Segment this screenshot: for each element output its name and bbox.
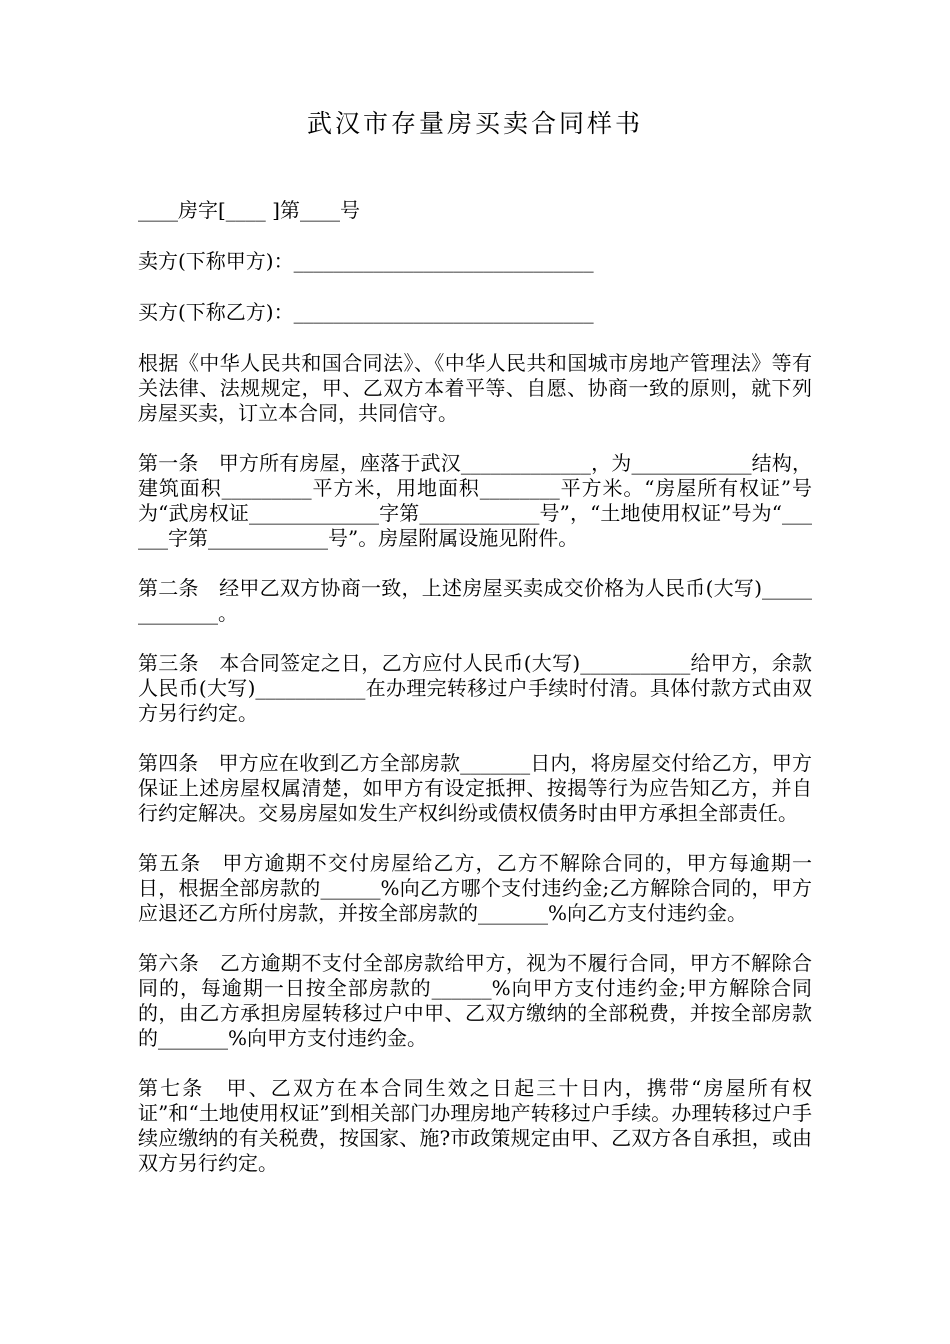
document-number-line: ____房字[____ ]第____号 [138,198,360,222]
buyer-line: 买方(下称乙方)：______________________________ [138,300,594,324]
article-7: 第七条 甲、乙双方在本合同生效之日起三十日内，携带“房屋所有权证”和“土地使用权证”到相关部门办理房地产转移过户手续。办理转移过户手续应缴纳的有关税费，按国家、施?市政策规定由甲、乙双方各自承担，或由双方另行约定。 [138,1076,812,1175]
article-5: 第五条 甲方逾期不交付房屋给乙方，乙方不解除合同的，甲方每逾期一日，根据全部房款的______%向乙方哪个支付违约金;乙方解除合同的，甲方应退还乙方所付房款，并按全部房款的_______%向乙方支付违约金。 [138,851,812,925]
document-body [138,198,812,1201]
article-4: 第四条 甲方应在收到乙方全部房款_______日内，将房屋交付给乙方，甲方保证上述房屋权属清楚，如甲方有设定抵押、按揭等行为应告知乙方，并自行约定解决。交易房屋如发生产权纠纷或债权债务时由甲方承担全部责任。 [138,751,812,825]
article-3: 第三条 本合同签定之日，乙方应付人民币(大写)___________给甲方，余款人民币(大写)___________在办理完转移过户手续时付清。具体付款方式由双方另行约定。 [138,651,812,725]
seller-line: 卖方(下称甲方)：______________________________ [138,249,594,273]
preamble-paragraph: 根据《中华人民共和国合同法》、《中华人民共和国城市房地产管理法》等有关法律、法规规定，甲、乙双方本着平等、自愿、协商一致的原则，就下列房屋买卖，订立本合同，共同信守。 [138,351,812,425]
article-6: 第六条 乙方逾期不支付全部房款给甲方，视为不履行合同，甲方不解除合同的，每逾期一日按全部房款的______%向甲方支付违约金;甲方解除合同的，由乙方承担房屋转移过户中甲、乙双方缴纳的全部税费，并按全部房款的_______%向甲方支付违约金。 [138,951,812,1050]
document-title: 武汉市存量房买卖合同样书 [306,109,643,138]
article-1: 第一条 甲方所有房屋，座落于武汉_____________，为____________结构，建筑面积_________平方米，用地面积________平方米。“房屋所有权证”号为“武房权证_____________字第____________号”，“土地使用权证”号为“______字第____________号”。房屋附属设施见附件。 [138,451,812,550]
article-2: 第二条 经甲乙双方协商一致，上述房屋买卖成交价格为人民币(大写)_____________。 [138,576,812,625]
